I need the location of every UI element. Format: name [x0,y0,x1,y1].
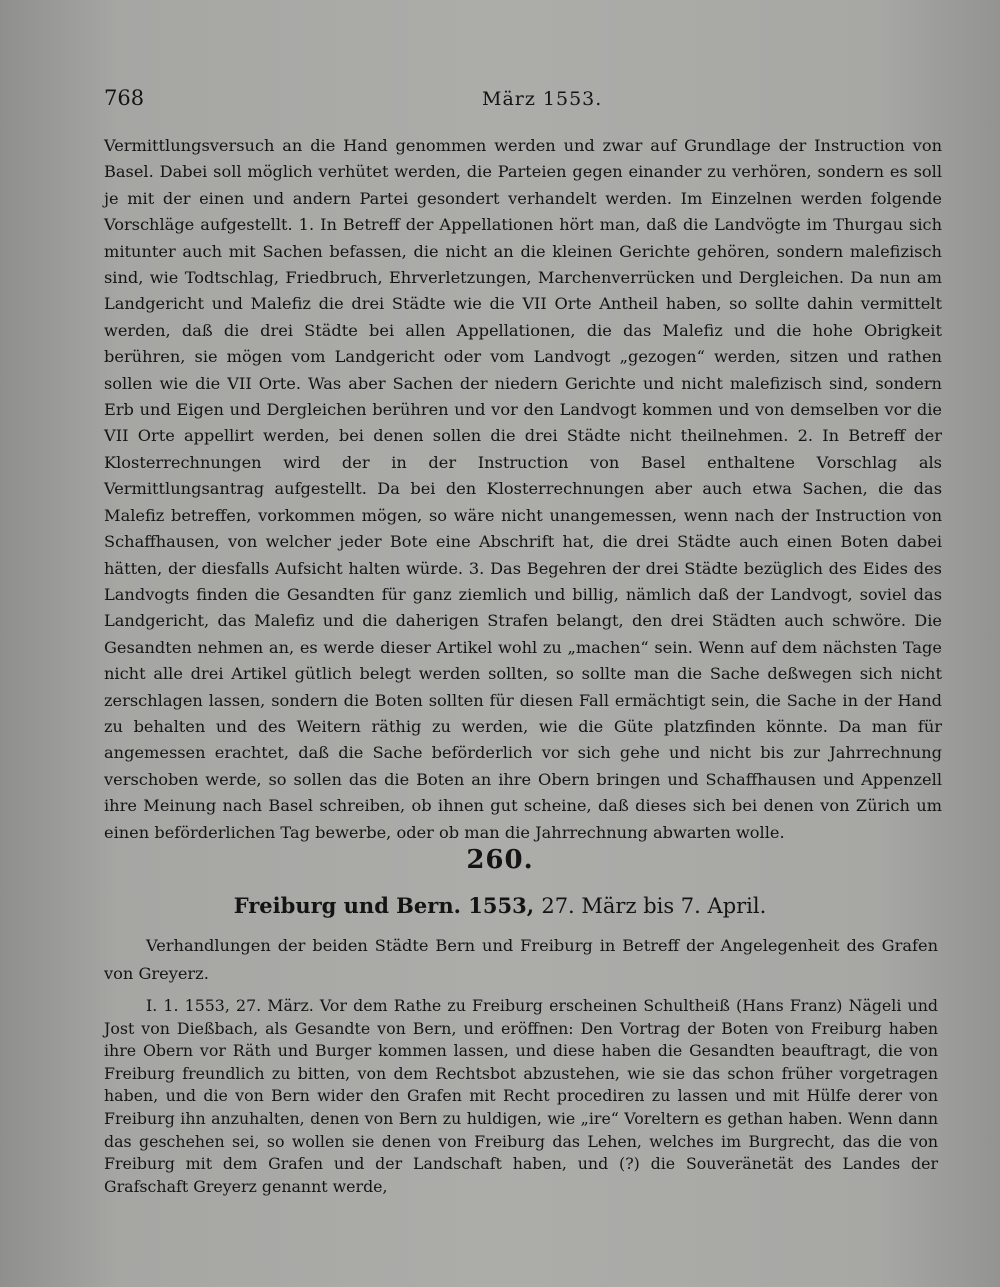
document-title-dates: 27. März bis 7. April. [541,894,767,918]
document-title [0,893,1000,918]
document-number: 260. [466,845,534,875]
page-number: 768 [104,86,145,110]
body-paragraph: Vermittlungsversuch an die Hand genommen werden und zwar auf Grundlage der Instruction von Basel. Dabei soll möglich verhütet werden, die Parteien gegen einander zu verhören, sondern es soll je mit der einen und andern Partei gesondert verhandelt werden. Im Einzelnen werden folgende Vorschläge aufgestellt. 1. In Betreff der Appellationen hört man, daß die Landvögte im Thurgau sich mitunter auch mit Sachen befassen, die nicht an die kleinen Gerichte gehören, sondern malefizisch sind, wie Todtschlag, Friedbruch, Ehrverletzungen, Marchenverrücken und Dergleichen. Da nun am Landgericht und Malefiz die drei Städte wie die VII Orte Antheil haben, so sollte dahin vermittelt werden, daß die drei Städte bei allen Appellationen, die das Malefiz und die hohe Obrigkeit berühren, sie mögen vom Landgericht oder vom Landvogt „gezogen“ werden, sitzen und rathen sollen wie die VII Orte. Was aber Sachen der niedern Gerichte und nicht malefizisch sind, sondern Erb und Eigen und Dergleichen berühren und vor den Landvogt kommen und von demselben vor die VII Orte appellirt werden, bei denen sollen die drei Städte nicht theilnehmen. 2. In Betreff der Klosterrechnungen wird der in der Instruction von Basel enthaltene Vorschlag als Vermittlungsantrag aufgestellt. Da bei den Klosterrechnungen aber auch etwa Sachen, die das Malefiz betreffen, vorkommen mögen, so wäre nicht unangemessen, wenn nach der Instruction von Schaffhausen, von welcher jeder Bote eine Abschrift hat, die drei Städte auch einen Boten dabei hätten, der diesfalls Aufsicht halten würde. 3. Das Begehren der drei Städte bezüglich des Eides des Landvogts finden die Gesandten für ganz ziemlich und billig, nämlich daß der Landvogt, soviel das Landgericht, das Malefiz und die daherigen Strafen belangt, den drei Städten auch schwöre. Die Gesandten nehmen an, es werde dieser Artikel wohl zu „machen“ sein. Wenn auf dem nächsten Tage nicht alle drei Artikel gütlich belegt werden sollten, so sollte man die Sache deßwegen sich nicht zerschlagen lassen, sondern die Boten sollten für diesen Fall ermächtigt sein, die Sache in der Hand zu behalten und des Weitern räthig zu werden, wie die Güte platzfinden könnte. Da man für angemessen erachtet, daß die Sache beförderlich vor sich gehe und nicht bis zur Jahrrechnung verschoben werde, so sollen das die Boten an ihre Obern bringen und Schaffhausen und Appenzell ihre Meinung nach Basel schreiben, ob ihnen gut scheine, daß dieses sich bei denen von Zürich um einen beförderlichen Tag bewerbe, oder ob man die Jahrrechnung abwarten wolle. [104,136,942,842]
document-entry: I. 1. 1553, 27. März. Vor dem Rathe zu Freiburg erscheinen Schultheiß (Hans Franz) Nägeli und Jost von Dießbach, als Gesandte von Bern, und eröffnen: Den Vortrag der Boten von Freiburg haben ihre Obern vor Räth und Burger kommen lassen, und diese haben die Gesandten beauftragt, die von Freiburg freundlich zu bitten, von dem Rechtsbot abzustehen, wie sie das schon früher vorgetragen haben, und die von Bern wider den Grafen mit Recht procediren zu lassen und mit Hülfe derer von Freiburg ihn anzuhalten, denen von Bern zu huldigen, wie „ire“ Voreltern es gethan haben. Wenn dann das geschehen sei, so wollen sie denen von Freiburg das Lehen, welches im Burgrecht, das die von Freiburg mit dem Grafen und der Landschaft haben, und (?) die Souveränetät des Landes der Grafschaft Greyerz genannt werde, [104,996,938,1196]
document-summary: Verhandlungen der beiden Städte Bern und Freiburg in Betreff der Angelegenheit des Grafen von Greyerz. [104,936,938,983]
document-title-places: Freiburg und Bern. 1553, [233,893,535,918]
running-title: März 1553. [482,88,603,110]
